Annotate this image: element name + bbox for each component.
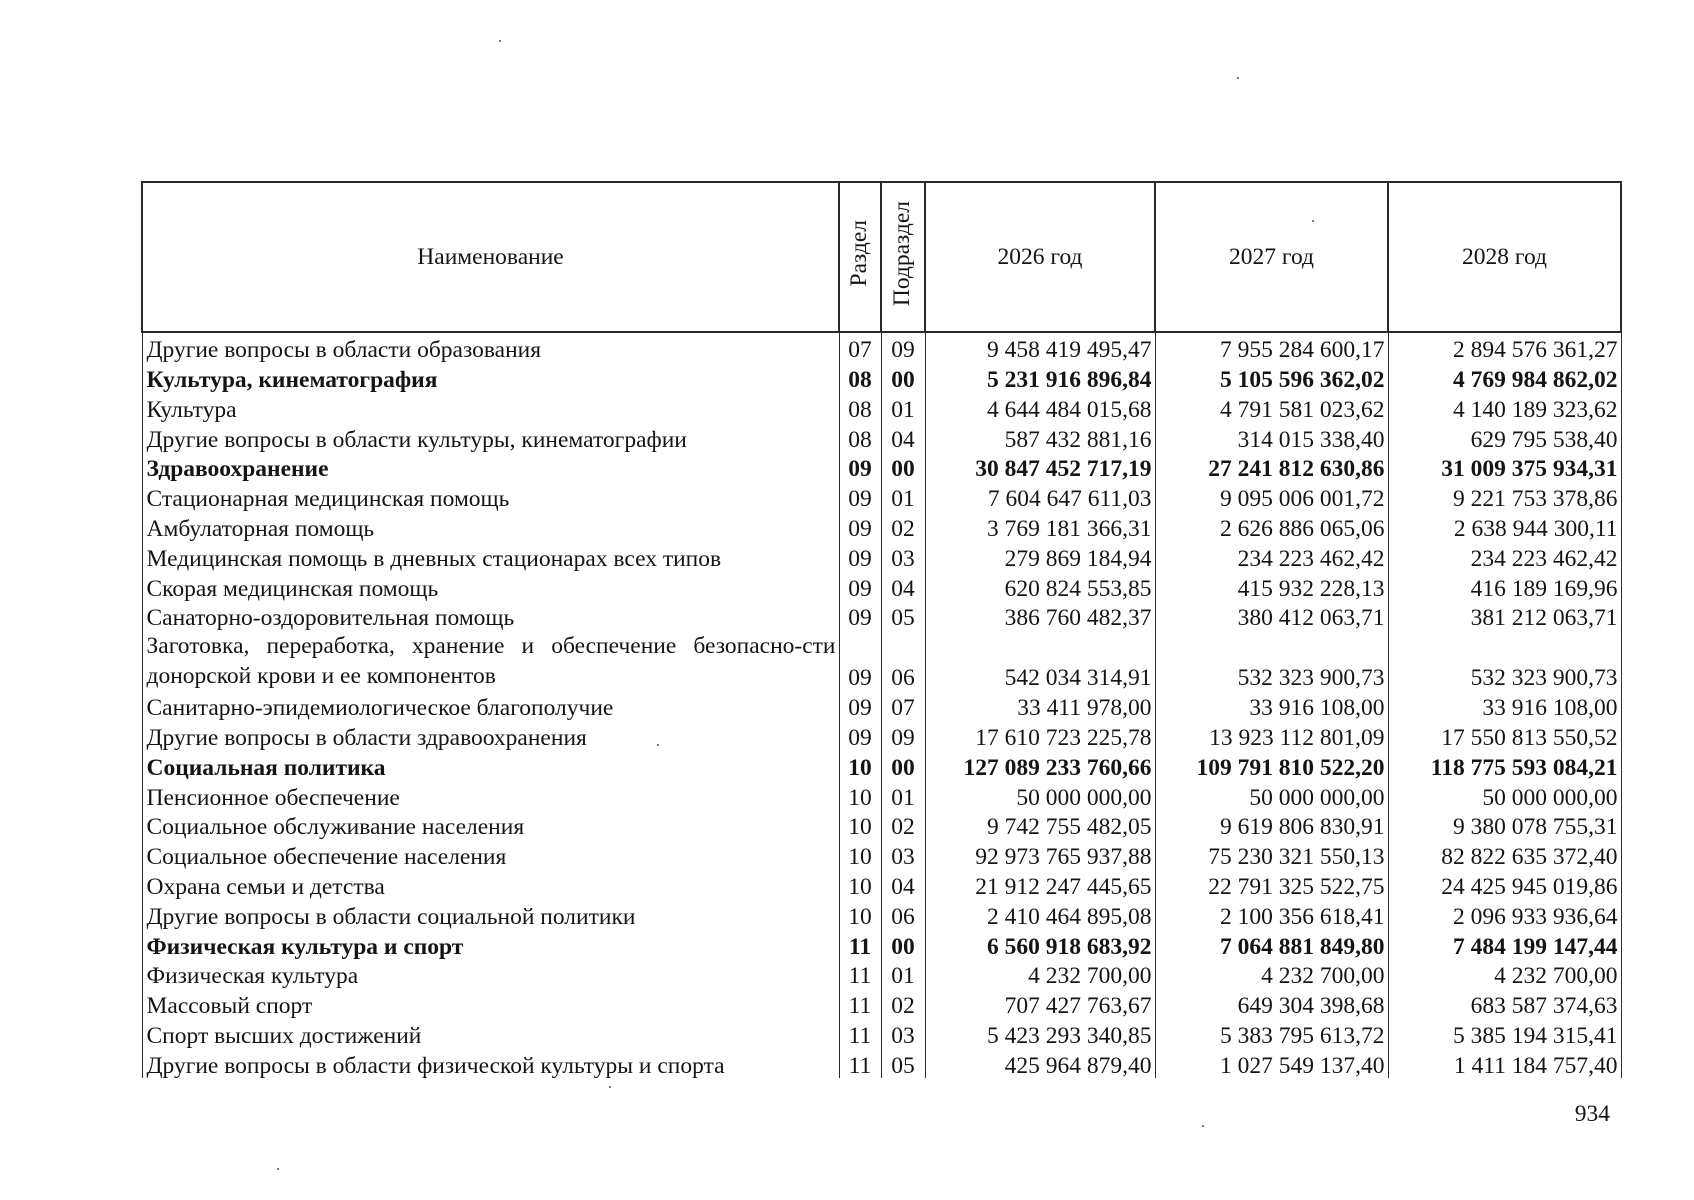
scan-speck	[609, 1086, 611, 1088]
row-amount-2026: 620 824 553,85	[925, 571, 1155, 601]
table-row	[142, 571, 1621, 601]
row-section-code: 11	[839, 1049, 881, 1079]
row-name: Другие вопросы в области физической культуры и спорта	[142, 1049, 839, 1079]
table-row	[142, 721, 1621, 751]
row-amount-2028: 416 189 169,96	[1388, 571, 1621, 601]
row-amount-2026: 5 423 293 340,85	[925, 1019, 1155, 1049]
row-amount-2027: 7 955 284 600,17	[1155, 332, 1388, 363]
row-name: Социальная политика	[142, 751, 839, 781]
row-subsection-code: 01	[881, 393, 925, 423]
row-section-code: 09	[839, 482, 881, 512]
row-subsection-code: 04	[881, 870, 925, 900]
row-amount-2028: 4 232 700,00	[1388, 959, 1621, 989]
table-row	[142, 840, 1621, 870]
row-amount-2027: 380 412 063,71	[1155, 601, 1388, 631]
row-subsection-code: 03	[881, 840, 925, 870]
row-subsection-code: 02	[881, 989, 925, 1019]
row-amount-2027: 234 223 462,42	[1155, 542, 1388, 572]
row-amount-2027: 649 304 398,68	[1155, 989, 1388, 1019]
row-amount-2026: 4 644 484 015,68	[925, 393, 1155, 423]
row-amount-2028: 532 323 900,73	[1388, 631, 1621, 691]
row-subsection-code: 06	[881, 900, 925, 930]
row-amount-2027: 314 015 338,40	[1155, 422, 1388, 452]
row-amount-2027: 2 100 356 618,41	[1155, 900, 1388, 930]
row-section-code: 09	[839, 601, 881, 631]
row-subsection-code: 00	[881, 929, 925, 959]
row-name: Медицинская помощь в дневных стационарах всех типов	[142, 542, 839, 572]
row-section-code: 09	[839, 691, 881, 721]
row-name: Амбулаторная помощь	[142, 512, 839, 542]
table-row	[142, 422, 1621, 452]
row-subsection-code: 05	[881, 601, 925, 631]
row-amount-2026: 4 232 700,00	[925, 959, 1155, 989]
row-amount-2028: 82 822 635 372,40	[1388, 840, 1621, 870]
row-amount-2028: 2 096 933 936,64	[1388, 900, 1621, 930]
header-section: Раздел	[839, 182, 881, 332]
row-amount-2027: 50 000 000,00	[1155, 780, 1388, 810]
row-amount-2027: 4 791 581 023,62	[1155, 393, 1388, 423]
table-row	[142, 393, 1621, 423]
row-section-code: 11	[839, 989, 881, 1019]
row-section-code: 08	[839, 363, 881, 393]
table-row	[142, 691, 1621, 721]
row-name: Другие вопросы в области социальной политики	[142, 900, 839, 930]
row-amount-2027: 2 626 886 065,06	[1155, 512, 1388, 542]
header-2028: 2028 год	[1388, 182, 1621, 332]
row-name: Культура, кинематография	[142, 363, 839, 393]
scan-speck	[277, 1168, 279, 1170]
row-name: Другие вопросы в области здравоохранения	[142, 721, 839, 751]
row-section-code: 10	[839, 810, 881, 840]
row-amount-2026: 5 231 916 896,84	[925, 363, 1155, 393]
row-amount-2028: 24 425 945 019,86	[1388, 870, 1621, 900]
table-row	[142, 601, 1621, 631]
row-subsection-code: 09	[881, 721, 925, 751]
scan-speck	[1237, 77, 1239, 79]
row-subsection-code: 02	[881, 810, 925, 840]
table-row	[142, 929, 1621, 959]
row-subsection-code: 04	[881, 571, 925, 601]
table-body	[142, 332, 1621, 1078]
row-name: Пенсионное обеспечение	[142, 780, 839, 810]
row-section-code: 10	[839, 900, 881, 930]
row-subsection-code: 09	[881, 332, 925, 363]
row-section-code: 09	[839, 512, 881, 542]
row-section-code: 10	[839, 870, 881, 900]
row-amount-2028: 1 411 184 757,40	[1388, 1049, 1621, 1079]
table-row	[142, 482, 1621, 512]
header-subsection: Подраздел	[881, 182, 925, 332]
row-amount-2028: 50 000 000,00	[1388, 780, 1621, 810]
row-amount-2026: 3 769 181 366,31	[925, 512, 1155, 542]
table-row	[142, 959, 1621, 989]
row-subsection-code: 03	[881, 1019, 925, 1049]
table-row	[142, 1049, 1621, 1079]
row-amount-2026: 30 847 452 717,19	[925, 452, 1155, 482]
row-amount-2027: 33 916 108,00	[1155, 691, 1388, 721]
row-amount-2028: 31 009 375 934,31	[1388, 452, 1621, 482]
row-amount-2027: 109 791 810 522,20	[1155, 751, 1388, 781]
page-number: 934	[1574, 1101, 1610, 1127]
row-subsection-code: 00	[881, 452, 925, 482]
row-section-code: 10	[839, 751, 881, 781]
row-amount-2026: 587 432 881,16	[925, 422, 1155, 452]
row-amount-2026: 127 089 233 760,66	[925, 751, 1155, 781]
table-row	[142, 631, 1621, 691]
row-amount-2028: 629 795 538,40	[1388, 422, 1621, 452]
row-amount-2028: 234 223 462,42	[1388, 542, 1621, 572]
table-row	[142, 512, 1621, 542]
row-amount-2026: 279 869 184,94	[925, 542, 1155, 572]
row-section-code: 10	[839, 780, 881, 810]
row-section-code: 09	[839, 571, 881, 601]
scan-speck	[657, 744, 659, 746]
row-amount-2027: 1 027 549 137,40	[1155, 1049, 1388, 1079]
scan-speck	[1202, 1125, 1204, 1127]
row-amount-2026: 425 964 879,40	[925, 1049, 1155, 1079]
row-amount-2028: 381 212 063,71	[1388, 601, 1621, 631]
row-amount-2027: 22 791 325 522,75	[1155, 870, 1388, 900]
row-subsection-code: 06	[881, 631, 925, 691]
row-section-code: 11	[839, 1019, 881, 1049]
scan-speck	[1312, 220, 1314, 222]
row-section-code: 09	[839, 721, 881, 751]
row-section-code: 09	[839, 542, 881, 572]
row-section-code: 10	[839, 840, 881, 870]
table-row	[142, 332, 1621, 363]
row-name: Массовый спорт	[142, 989, 839, 1019]
table-row	[142, 452, 1621, 482]
row-amount-2028: 2 894 576 361,27	[1388, 332, 1621, 363]
row-amount-2027: 9 619 806 830,91	[1155, 810, 1388, 840]
table-row	[142, 870, 1621, 900]
row-amount-2026: 9 458 419 495,47	[925, 332, 1155, 363]
row-name: Охрана семьи и детства	[142, 870, 839, 900]
row-amount-2027: 27 241 812 630,86	[1155, 452, 1388, 482]
row-amount-2027: 4 232 700,00	[1155, 959, 1388, 989]
row-name: Другие вопросы в области культуры, кинематографии	[142, 422, 839, 452]
row-amount-2027: 5 105 596 362,02	[1155, 363, 1388, 393]
row-name: Социальное обслуживание населения	[142, 810, 839, 840]
row-amount-2028: 7 484 199 147,44	[1388, 929, 1621, 959]
row-amount-2027: 9 095 006 001,72	[1155, 482, 1388, 512]
row-name: Заготовка, переработка, хранение и обеспечение безопасно-сти донорской крови и ее компонентов	[142, 631, 839, 691]
row-amount-2028: 17 550 813 550,52	[1388, 721, 1621, 751]
row-name: Культура	[142, 393, 839, 423]
table-row	[142, 1019, 1621, 1049]
row-amount-2028: 9 380 078 755,31	[1388, 810, 1621, 840]
row-name: Физическая культура	[142, 959, 839, 989]
row-amount-2028: 4 769 984 862,02	[1388, 363, 1621, 393]
row-amount-2026: 50 000 000,00	[925, 780, 1155, 810]
row-amount-2026: 9 742 755 482,05	[925, 810, 1155, 840]
table-row	[142, 751, 1621, 781]
header-2027: 2027 год	[1155, 182, 1388, 332]
row-section-code: 07	[839, 332, 881, 363]
row-amount-2026: 542 034 314,91	[925, 631, 1155, 691]
row-amount-2026: 33 411 978,00	[925, 691, 1155, 721]
table-row	[142, 363, 1621, 393]
table-row	[142, 900, 1621, 930]
row-amount-2026: 21 912 247 445,65	[925, 870, 1155, 900]
row-amount-2028: 118 775 593 084,21	[1388, 751, 1621, 781]
row-subsection-code: 04	[881, 422, 925, 452]
row-section-code: 08	[839, 422, 881, 452]
row-amount-2028: 2 638 944 300,11	[1388, 512, 1621, 542]
row-amount-2027: 532 323 900,73	[1155, 631, 1388, 691]
row-subsection-code: 00	[881, 751, 925, 781]
row-section-code: 09	[839, 452, 881, 482]
row-amount-2028: 9 221 753 378,86	[1388, 482, 1621, 512]
row-section-code: 08	[839, 393, 881, 423]
row-amount-2028: 4 140 189 323,62	[1388, 393, 1621, 423]
row-amount-2028: 5 385 194 315,41	[1388, 1019, 1621, 1049]
row-subsection-code: 07	[881, 691, 925, 721]
table-header	[142, 182, 1621, 332]
header-name: Наименование	[142, 182, 839, 332]
row-subsection-code: 03	[881, 542, 925, 572]
row-name: Скорая медицинская помощь	[142, 571, 839, 601]
row-name: Спорт высших достижений	[142, 1019, 839, 1049]
row-section-code: 09	[839, 631, 881, 691]
budget-table	[141, 181, 1622, 1078]
row-subsection-code: 02	[881, 512, 925, 542]
row-name: Социальное обеспечение населения	[142, 840, 839, 870]
row-amount-2026: 6 560 918 683,92	[925, 929, 1155, 959]
row-name: Стационарная медицинская помощь	[142, 482, 839, 512]
table-row	[142, 542, 1621, 572]
row-subsection-code: 01	[881, 482, 925, 512]
row-amount-2027: 7 064 881 849,80	[1155, 929, 1388, 959]
row-amount-2026: 92 973 765 937,88	[925, 840, 1155, 870]
row-amount-2026: 386 760 482,37	[925, 601, 1155, 631]
table-row	[142, 989, 1621, 1019]
row-name: Другие вопросы в области образования	[142, 332, 839, 363]
row-section-code: 11	[839, 929, 881, 959]
row-subsection-code: 01	[881, 780, 925, 810]
row-amount-2026: 2 410 464 895,08	[925, 900, 1155, 930]
row-name: Физическая культура и спорт	[142, 929, 839, 959]
table-row	[142, 810, 1621, 840]
row-amount-2027: 75 230 321 550,13	[1155, 840, 1388, 870]
row-subsection-code: 05	[881, 1049, 925, 1079]
table-row	[142, 780, 1621, 810]
row-amount-2028: 683 587 374,63	[1388, 989, 1621, 1019]
row-amount-2027: 415 932 228,13	[1155, 571, 1388, 601]
row-name: Здравоохранение	[142, 452, 839, 482]
row-section-code: 11	[839, 959, 881, 989]
row-amount-2028: 33 916 108,00	[1388, 691, 1621, 721]
row-name: Санаторно-оздоровительная помощь	[142, 601, 839, 631]
row-amount-2027: 5 383 795 613,72	[1155, 1019, 1388, 1049]
header-2026: 2026 год	[925, 182, 1155, 332]
row-amount-2026: 7 604 647 611,03	[925, 482, 1155, 512]
row-amount-2026: 17 610 723 225,78	[925, 721, 1155, 751]
row-amount-2026: 707 427 763,67	[925, 989, 1155, 1019]
row-subsection-code: 00	[881, 363, 925, 393]
scan-speck	[499, 40, 501, 42]
row-name: Санитарно-эпидемиологическое благополучие	[142, 691, 839, 721]
row-subsection-code: 01	[881, 959, 925, 989]
row-amount-2027: 13 923 112 801,09	[1155, 721, 1388, 751]
